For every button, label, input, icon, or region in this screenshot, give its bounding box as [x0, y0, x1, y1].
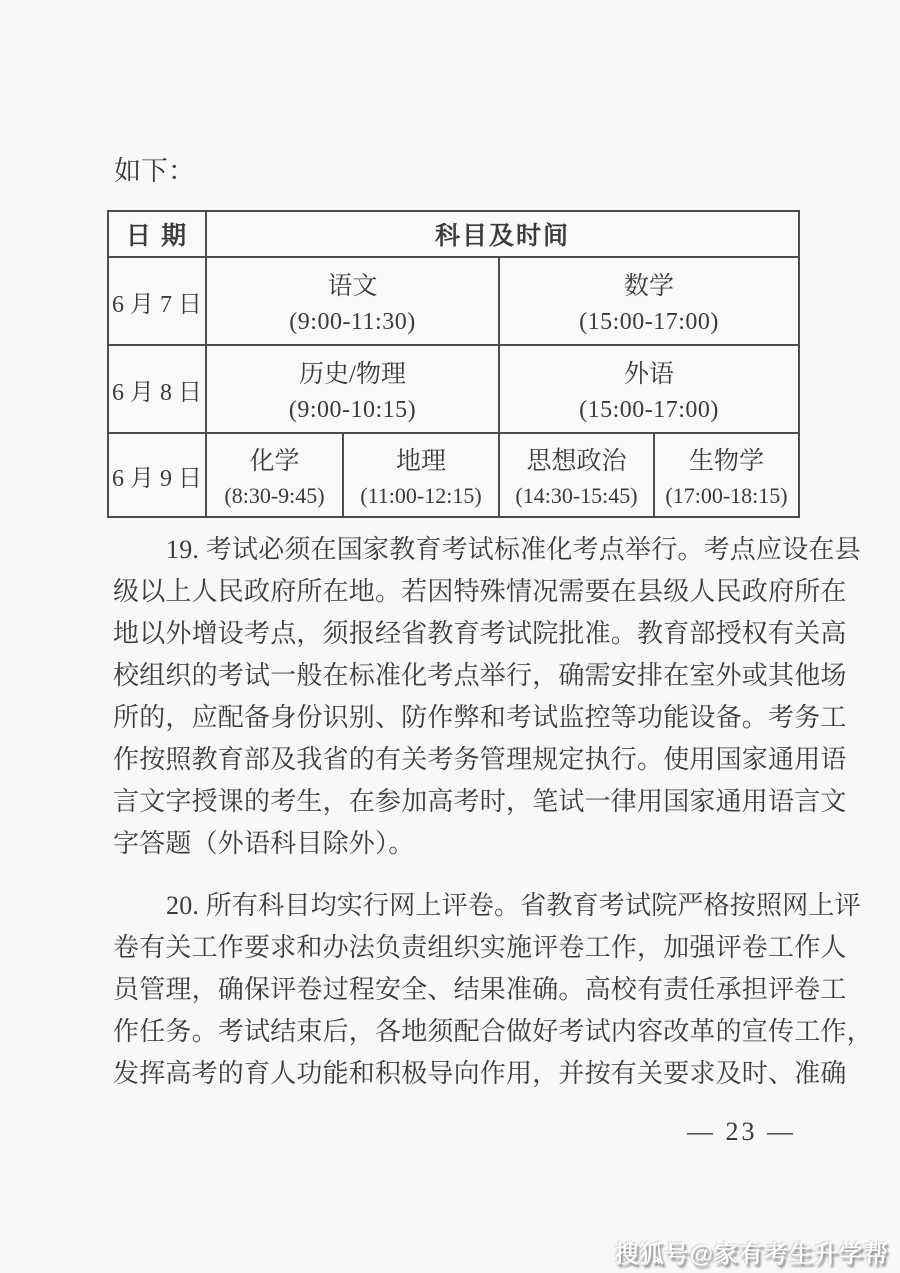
subject-label: 地理: [395, 448, 446, 476]
subject-cell: [206, 433, 343, 517]
subject-label: 思想政治: [526, 448, 627, 476]
table-row-june8: [108, 345, 799, 433]
subject-cell: [654, 433, 799, 517]
paragraph-19: [113, 529, 861, 865]
subject-label: 语文: [327, 273, 378, 301]
intro-text: 如下：: [114, 156, 195, 186]
text-line: 20. 所有科目均实行网上评卷。省教育考试院严格按照网上评: [166, 891, 861, 920]
subject-cell: [499, 345, 799, 433]
subject-label: 历史/物理: [299, 361, 406, 389]
time-label: (8:30-9:45): [224, 482, 325, 508]
text-line: 员管理，确保评卷过程安全、结果准确。高校有责任承担评卷工: [113, 975, 847, 1004]
subject-label: 生物学: [689, 448, 765, 476]
subject-label: 外语: [624, 361, 675, 389]
text-line: 级以上人民政府所在地。若因特殊情况需要在县级人民政府所在: [113, 577, 847, 606]
time-label: (9:00-11:30): [289, 308, 416, 335]
page-number: — 23 —: [687, 1117, 796, 1146]
time-label: (14:30-15:45): [515, 482, 638, 508]
subject-cell: [499, 433, 654, 517]
text-line: 言文字授课的考生，在参加高考时，笔试一律用国家通用语言文: [113, 787, 847, 816]
time-label: (15:00-17:00): [579, 396, 719, 423]
exam-schedule-table: [107, 210, 800, 518]
text-line: 所的，应配备身份识别、防作弊和考试监控等功能设备。考务工: [113, 703, 847, 732]
table-row-june7: [108, 257, 799, 345]
date-cell: 6 月 8 日: [108, 345, 206, 433]
time-label: (17:00-18:15): [665, 482, 788, 508]
table-header-subjects: 科目及时间: [206, 211, 799, 257]
subject-cell: [343, 433, 499, 517]
subject-cell: [206, 257, 499, 345]
date-cell: 6 月 7 日: [108, 257, 206, 345]
time-label: (9:00-10:15): [288, 396, 417, 423]
table-header-row: [108, 211, 799, 257]
text-line: 发挥高考的育人功能和积极导向作用，并按有关要求及时、准确: [113, 1059, 847, 1088]
paragraph-20: [113, 885, 873, 1095]
text-line: 地以外增设考点，须报经省教育考试院批准。教育部授权有关高: [113, 619, 847, 648]
body-text: [113, 529, 873, 1095]
subject-label: 数学: [624, 273, 675, 301]
text-line: 作任务。考试结束后，各地须配合做好考试内容改革的宣传工作，: [113, 1017, 873, 1046]
text-line: 校组织的考试一般在标准化考点举行，确需安排在室外或其他场: [113, 661, 847, 690]
text-line: 字答题（外语科目除外）。: [113, 829, 415, 858]
text-line: 卷有关工作要求和办法负责组织实施评卷工作，加强评卷工作人: [113, 933, 847, 962]
subject-cell: [206, 345, 499, 433]
watermark: 搜狐号@家有考生升学帮: [614, 1241, 889, 1268]
text-line: 作按照教育部及我省的有关考务管理规定执行。使用国家通用语: [113, 745, 847, 774]
subject-label: 化学: [249, 448, 300, 476]
time-label: (11:00-12:15): [360, 482, 482, 508]
text-line: 19. 考试必须在国家教育考试标准化考点举行。考点应设在县: [166, 535, 861, 564]
date-cell: 6 月 9 日: [108, 433, 206, 517]
table-row-june9: [108, 433, 799, 517]
time-label: (15:00-17:00): [579, 308, 719, 335]
subject-cell: [499, 257, 799, 345]
table-header-date: 日 期: [108, 211, 206, 257]
